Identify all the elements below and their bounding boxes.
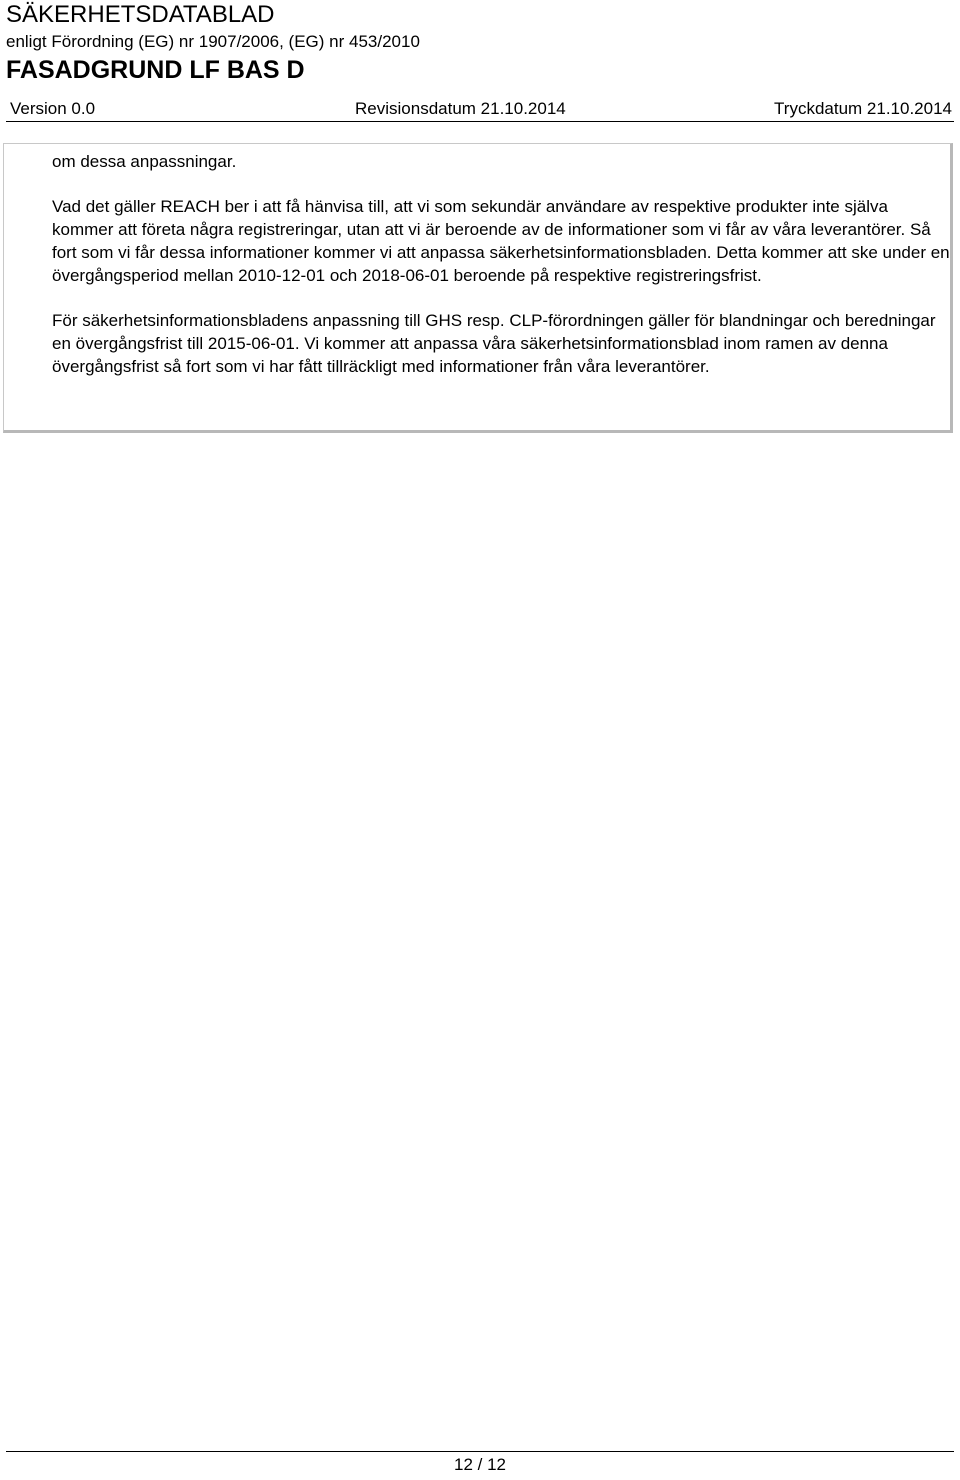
- product-name: FASADGRUND LF BAS D: [6, 56, 305, 84]
- paragraph: För säkerhetsinformationsbladens anpassning till GHS resp. CLP-förordningen gäller för blandningar och beredningar en övergångsfrist till 2015-06-01. Vi kommer att anpassa våra säkerhetsinformationsblad inom ramen av denna övergångsfrist så fort som vi har fått tillräckligt med informationer från våra leverantörer.: [52, 311, 936, 376]
- print-date: Tryckdatum 21.10.2014: [774, 99, 952, 118]
- regulation-reference: enligt Förordning (EG) nr 1907/2006, (EG) nr 453/2010: [6, 32, 420, 51]
- paragraph: Vad det gäller REACH ber i att få hänvisa till, att vi som sekundär användare av respektive produkter inte själva kommer att företa några registreringar, utan att vi är beroende av de informationer som vi får av våra leverantörer. Så fort som vi får dessa informationer kommer vi att anpassa säkerhetsinformationsbladen. Detta kommer att ske under en övergångsperiod mellan 2010-12-01 och 2018-06-01 beroende på respektive registreringsfrist.: [52, 197, 950, 285]
- section-content-box: [3, 143, 953, 433]
- page-number: 12 / 12: [454, 1455, 506, 1474]
- document-title: SÄKERHETSDATABLAD: [6, 1, 275, 28]
- revision-date: Revisionsdatum 21.10.2014: [355, 99, 566, 118]
- version-label: Version 0.0: [10, 99, 96, 118]
- paragraph: om dessa anpassningar.: [52, 152, 237, 171]
- document-meta-row: [10, 97, 952, 121]
- header-divider: [6, 121, 954, 122]
- section-text: [52, 150, 952, 378]
- footer-divider: [6, 1451, 954, 1452]
